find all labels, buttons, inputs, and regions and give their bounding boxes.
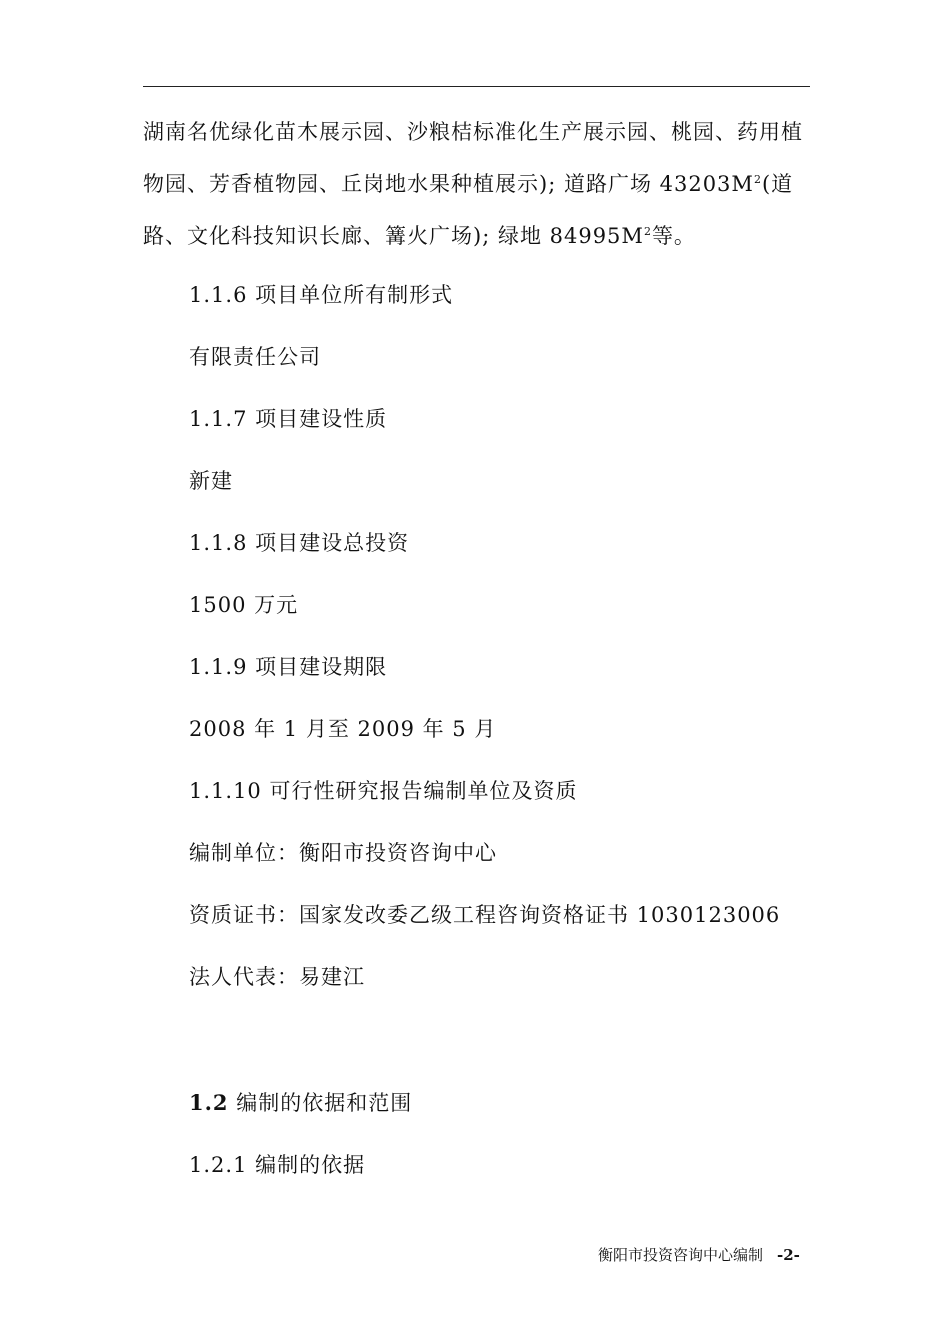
section-heading-1-2	[189, 1088, 412, 1118]
investment-value: 1500 万元	[189, 593, 299, 617]
footer-org: 衡阳市投资咨询中心编制	[598, 1246, 764, 1264]
legal-representative: 法人代表：易建江	[189, 965, 365, 989]
page-footer	[598, 1245, 800, 1265]
header-rule	[143, 86, 810, 87]
heading-1-1-6: 1.1.6 项目单位所有制形式	[189, 283, 454, 307]
intro-text-1: 湖南名优绿化苗木展示园、沙粮桔标准化生产展示园、桃园、药用植物园、芳香植物园、丘岗地水果种植展示); 道路广场 43203M	[143, 120, 803, 196]
section-title: 编制的依据和范围	[236, 1091, 413, 1115]
compiler-unit: 编制单位：衡阳市投资咨询中心	[189, 841, 497, 865]
intro-text-3: 等。	[651, 224, 696, 248]
heading-1-1-10: 1.1.10 可行性研究报告编制单位及资质	[189, 779, 578, 803]
construction-nature-value: 新建	[189, 469, 233, 493]
intro-text-2: (道路、文化科技知识长廊、篝火广场); 绿地 84995M	[143, 172, 794, 248]
page-number: -2-	[777, 1246, 800, 1264]
heading-1-1-9: 1.1.9 项目建设期限	[189, 655, 388, 679]
intro-paragraph	[143, 106, 810, 262]
ownership-value: 有限责任公司	[189, 345, 321, 369]
heading-1-1-7: 1.1.7 项目建设性质	[189, 407, 388, 431]
qualification-certificate: 资质证书：国家发改委乙级工程咨询资格证书 1030123006	[189, 903, 781, 927]
superscript-2: 2	[643, 225, 652, 238]
superscript-1: 2	[753, 173, 762, 186]
period-value: 2008 年 1 月至 2009 年 5 月	[189, 717, 497, 741]
heading-1-2-1: 1.2.1 编制的依据	[189, 1153, 366, 1177]
section-number: 1.2	[189, 1090, 229, 1115]
heading-1-1-8: 1.1.8 项目建设总投资	[189, 531, 410, 555]
